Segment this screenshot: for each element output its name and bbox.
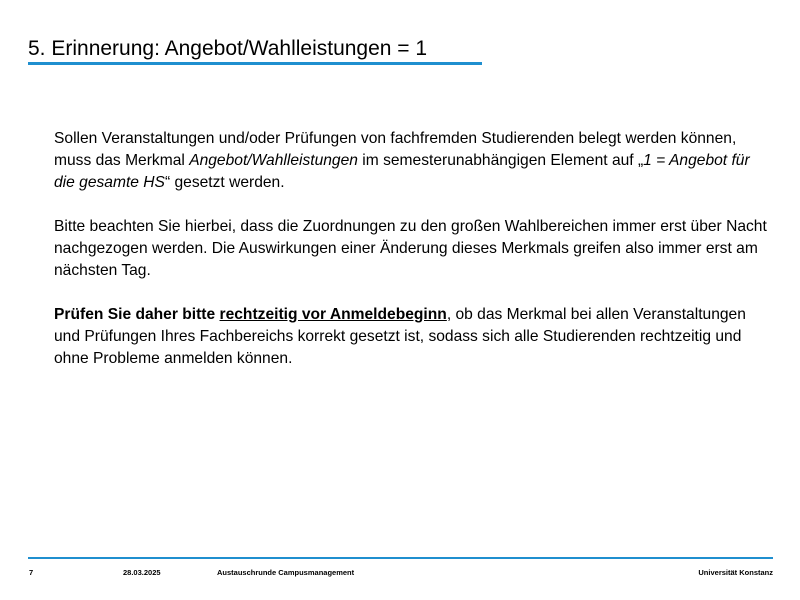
slide-body [54,128,774,392]
slide-title: 5. Erinnerung: Angebot/Wahlleistungen = 1 [28,37,428,60]
paragraph-1-italic-b: 1 = Angebot für die gesamte HS [54,152,750,191]
paragraph-3-underline: rechtzeitig vor Anmeldebeginn [219,306,447,323]
paragraph-2: Bitte beachten Sie hierbei, dass die Zuordnungen zu den großen Wahlbereichen immer erst über Nacht nachgezogen werden. Die Auswirkungen einer Änderung dieses Merkmals greifen also immer erst am nächsten Tag. [54,218,767,279]
paragraph-1-text-c: “ gesetzt werden. [164,174,285,191]
paragraph-3-text: , ob das Merkmal bei allen Veranstaltungen und Prüfungen Ihres Fachbereichs korrekt gesetzt ist, sodass sich alle Studierenden rechtzeitig und ohne Probleme anmelden können. [54,306,746,367]
footer-divider [28,557,773,559]
paragraph-1-italic-a: Angebot/Wahlleistungen [189,152,358,169]
paragraph-3-bold-underlined [220,306,447,323]
title-underline [28,62,482,65]
paragraph-1 [54,128,774,194]
footer-date: 28.03.2025 [123,568,161,577]
paragraph-3 [54,304,774,370]
paragraph-3-bold: Prüfen Sie daher bitte [54,306,220,323]
paragraph-1-text-a: Sollen Veranstaltungen und/oder Prüfungen von fachfremden Studierenden belegt werden können, muss das Merkmal [54,130,737,169]
paragraph-1-text-b: im semesterunabhängigen Element auf „ [357,152,644,169]
footer-page-number: 7 [29,568,34,577]
footer-organization: Universität Konstanz [698,568,773,577]
footer-event-name: Austauschrunde Campusmanagement [217,568,355,577]
